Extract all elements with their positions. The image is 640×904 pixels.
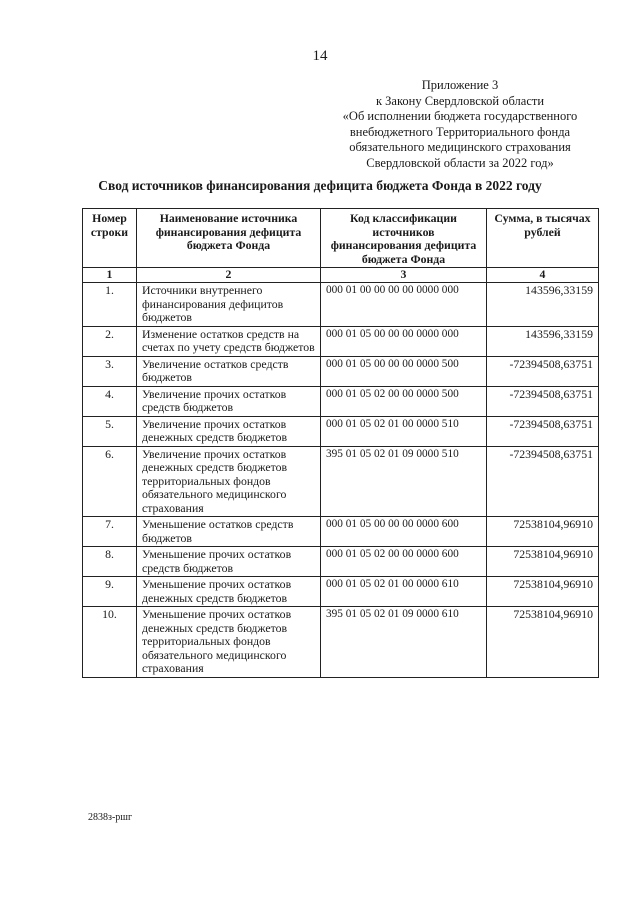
sum-value: -72394508,63751 — [487, 386, 599, 416]
row-number: 2. — [83, 326, 137, 356]
classification-code: 000 01 05 00 00 00 0000 000 — [321, 326, 487, 356]
sum-value: 72538104,96910 — [487, 547, 599, 577]
table-header-row — [83, 209, 599, 268]
source-name: Уменьшение прочих остатков денежных средств бюджетов территориальных фондов обязательного медицинского страхования — [137, 607, 321, 678]
column-number: 3 — [321, 268, 487, 283]
table-row — [83, 517, 599, 547]
table-row — [83, 416, 599, 446]
appendix-line: «Об исполнении бюджета государственного — [342, 109, 578, 123]
appendix-header — [300, 78, 620, 171]
sum-value: 72538104,96910 — [487, 607, 599, 678]
row-number: 9. — [83, 577, 137, 607]
footer-document-code: 2838з-ршг — [88, 812, 133, 823]
appendix-line: Свердловской области за 2022 год» — [366, 155, 554, 170]
sum-value: 143596,33159 — [487, 326, 599, 356]
row-number: 3. — [83, 356, 137, 386]
classification-code: 000 01 05 00 00 00 0000 600 — [321, 517, 487, 547]
table-row — [83, 326, 599, 356]
column-number: 2 — [137, 268, 321, 283]
table-row — [83, 356, 599, 386]
row-number: 6. — [83, 446, 137, 517]
classification-code: 000 01 05 02 00 00 0000 500 — [321, 386, 487, 416]
header-source-name: Наименование источника финансирования дефицита бюджета Фонда — [137, 209, 321, 268]
row-number: 1. — [83, 283, 137, 327]
page-number: 14 — [312, 48, 328, 64]
sum-value: -72394508,63751 — [487, 356, 599, 386]
column-number: 1 — [83, 268, 137, 283]
row-number: 5. — [83, 416, 137, 446]
table-row — [83, 607, 599, 678]
row-number: 7. — [83, 517, 137, 547]
sources-table — [82, 208, 599, 678]
column-number: 4 — [487, 268, 599, 283]
classification-code: 000 01 05 00 00 00 0000 500 — [321, 356, 487, 386]
source-name: Уменьшение остатков средств бюджетов — [137, 517, 321, 547]
classification-code: 000 01 05 02 00 00 0000 600 — [321, 547, 487, 577]
sum-value: 143596,33159 — [487, 283, 599, 327]
source-name: Источники внутреннего финансирования дефицитов бюджетов — [137, 283, 321, 327]
appendix-line: к Закону Свердловской области — [375, 93, 545, 108]
document-title: Свод источников финансирования дефицита бюджета Фонда в 2022 году — [98, 178, 542, 193]
source-name: Уменьшение прочих остатков денежных средств бюджетов — [137, 577, 321, 607]
column-number-row — [83, 268, 599, 283]
appendix-line: внебюджетного Территориального фонда — [349, 124, 571, 139]
header-classification-code: Код классификации источников финансирования дефицита бюджета Фонда — [321, 209, 487, 268]
source-name: Изменение остатков средств на счетах по учету средств бюджетов — [137, 326, 321, 356]
source-name: Уменьшение прочих остатков средств бюджетов — [137, 547, 321, 577]
source-name: Увеличение прочих остатков денежных средств бюджетов — [137, 416, 321, 446]
appendix-line: обязательного медицинского страхования — [349, 140, 571, 154]
table-row — [83, 283, 599, 327]
classification-code: 000 01 05 02 01 00 0000 510 — [321, 416, 487, 446]
header-sum: Сумма, в тысячах рублей — [487, 209, 599, 268]
sum-value: 72538104,96910 — [487, 517, 599, 547]
sum-value: -72394508,63751 — [487, 416, 599, 446]
classification-code: 395 01 05 02 01 09 0000 610 — [321, 607, 487, 678]
table-row — [83, 577, 599, 607]
source-name: Увеличение прочих остатков средств бюджетов — [137, 386, 321, 416]
row-number: 8. — [83, 547, 137, 577]
table-row — [83, 446, 599, 517]
row-number: 4. — [83, 386, 137, 416]
table-row — [83, 547, 599, 577]
sum-value: -72394508,63751 — [487, 446, 599, 517]
classification-code: 000 01 05 02 01 00 0000 610 — [321, 577, 487, 607]
source-name: Увеличение прочих остатков денежных средств бюджетов территориальных фондов обязательного медицинского страхования — [137, 446, 321, 517]
table-row — [83, 386, 599, 416]
classification-code: 000 01 00 00 00 00 0000 000 — [321, 283, 487, 327]
sum-value: 72538104,96910 — [487, 577, 599, 607]
header-row-number: Номер строки — [83, 209, 137, 268]
appendix-line: Приложение 3 — [421, 78, 499, 92]
source-name: Увеличение остатков средств бюджетов — [137, 356, 321, 386]
classification-code: 395 01 05 02 01 09 0000 510 — [321, 446, 487, 517]
row-number: 10. — [83, 607, 137, 678]
